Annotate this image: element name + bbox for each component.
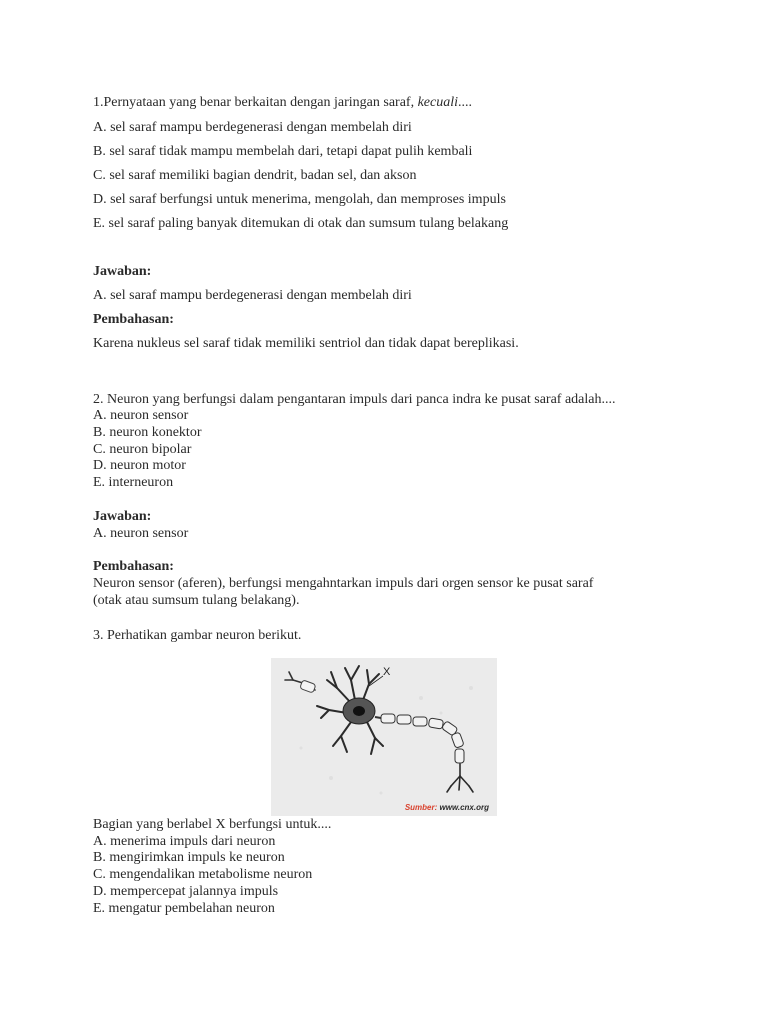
q3-option-a: A. menerima impuls dari neuron [93, 834, 276, 849]
question-1-emphasis: kecuali [417, 95, 458, 110]
q3-prompt: Bagian yang berlabel X berfungsi untuk.... [93, 817, 332, 832]
q1-answer-label: Jawaban: [93, 264, 152, 279]
q2-option-a: A. neuron sensor [93, 408, 189, 423]
q2-explanation-line-1: Neuron sensor (aferen), berfungsi mengahntarkan impuls dari orgen sensor ke pusat saraf [93, 576, 594, 591]
q1-option-d: D. sel saraf berfungsi untuk menerima, mengolah, dan memproses impuls [93, 192, 506, 207]
figure-source-label: Sumber: [404, 803, 438, 812]
q1-explanation-label: Pembahasan: [93, 312, 174, 327]
figure-source [405, 803, 489, 812]
q1-option-c: C. sel saraf memiliki bagian dendrit, badan sel, dan akson [93, 168, 417, 183]
neuron-illustration [271, 658, 497, 816]
q2-explanation-label: Pembahasan: [93, 559, 174, 574]
q1-option-b: B. sel saraf tidak mampu membelah dari, tetapi dapat pulih kembali [93, 144, 473, 159]
figure-source-url: www.cnx.org [439, 803, 489, 812]
question-1-ellipsis: .... [458, 95, 472, 110]
q3-option-e: E. mengatur pembelahan neuron [93, 901, 275, 916]
neuron-figure [271, 658, 497, 816]
q1-explanation: Karena nukleus sel saraf tidak memiliki sentriol dan tidak dapat bereplikasi. [93, 336, 519, 351]
q1-answer: A. sel saraf mampu berdegenerasi dengan membelah diri [93, 288, 412, 303]
q3-option-b: B. mengirimkan impuls ke neuron [93, 850, 285, 865]
q1-option-a: A. sel saraf mampu berdegenerasi dengan membelah diri [93, 120, 412, 135]
q2-option-e: E. interneuron [93, 475, 174, 490]
q2-explanation-line-2: (otak atau sumsum tulang belakang). [93, 593, 300, 608]
q2-answer: A. neuron sensor [93, 526, 189, 541]
q2-option-b: B. neuron konektor [93, 425, 202, 440]
label-x: X [383, 666, 391, 678]
question-3: 3. Perhatikan gambar neuron berikut. [93, 628, 302, 643]
q3-option-d: D. mempercepat jalannya impuls [93, 884, 279, 899]
q2-answer-label: Jawaban: [93, 509, 152, 524]
question-1 [93, 95, 472, 111]
q2-option-c: C. neuron bipolar [93, 442, 192, 457]
question-2: 2. Neuron yang berfungsi dalam pengantaran impuls dari panca indra ke pusat saraf adalah.... [93, 392, 616, 407]
q2-option-d: D. neuron motor [93, 458, 186, 473]
q3-option-c: C. mengendalikan metabolisme neuron [93, 867, 313, 882]
q1-option-e: E. sel saraf paling banyak ditemukan di otak dan sumsum tulang belakang [93, 216, 509, 231]
question-1-text: 1.Pernyataan yang benar berkaitan dengan jaringan saraf, [93, 95, 418, 110]
